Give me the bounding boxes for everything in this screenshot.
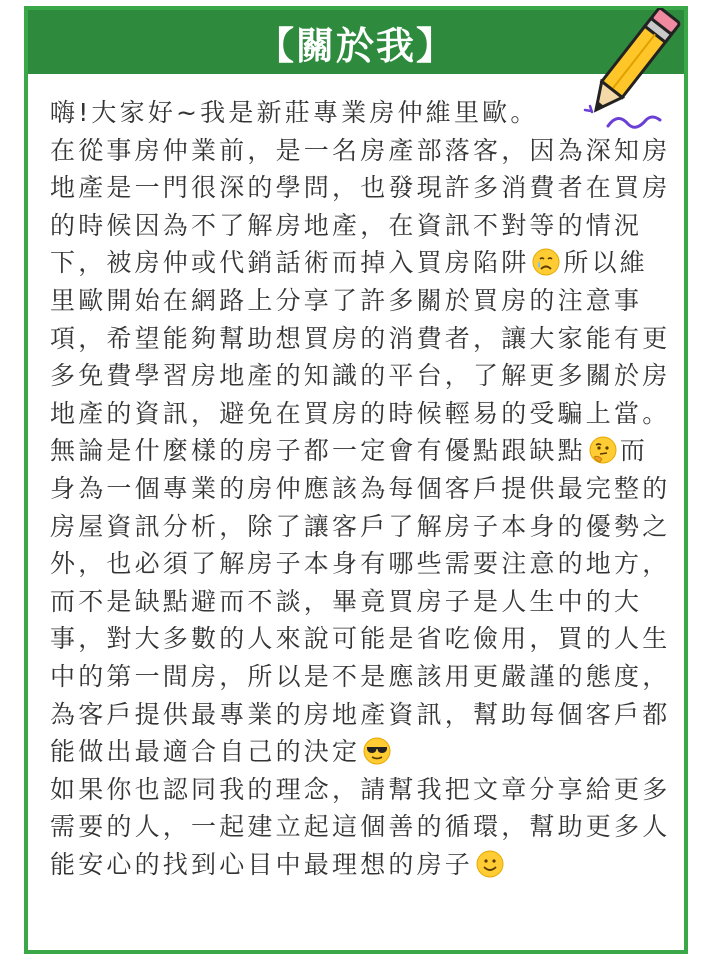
sunglasses-face-icon — [362, 736, 392, 766]
pencil-icon — [560, 8, 690, 136]
smiling-face-icon — [475, 849, 505, 879]
sad-face-icon — [531, 247, 561, 277]
call-to-action-text: 如果你也認同我的理念，請幫我把文章分享給更多需要的人，一起建立起這個善的循環，幫助更多人能安心的找到心目中最理想的房子 — [50, 774, 671, 879]
thinking-face-icon — [588, 435, 618, 465]
about-me-card — [24, 6, 688, 954]
background-text-2: 所以維里歐開始在網路上分享了許多關於買房的注意事項，希望能夠幫助想買房的消費者，讓大家能有更多免費學習房地產的知識的平台，了解更多關於房地產的資訊，避免在買房的時候輕易的受騙上當。 — [50, 248, 671, 428]
page-title: 【關於我】 — [255, 23, 456, 68]
philosophy-text-1: 無論是什麼樣的房子都一定會有優點跟缺點 — [50, 436, 586, 466]
background-paragraph — [50, 132, 672, 433]
background-text-1: 在從事房仲業前，是一名房產部落客，因為深知房地產是一門很深的學問，也發現許多消費者在買房的時候因為不了解房地產，在資訊不對等的情況下，被房仲或代銷話術而掉入買房陷阱 — [50, 135, 671, 278]
philosophy-text-2: 而身為一個專業的房仲應該為每個客戶提供最完整的房屋資訊分析，除了讓客戶了解房子本身的優勢之外，也必須了解房子本身有哪些需要注意的地方，而不是缺點避而不談，畢竟買房子是人生中的大事，對大多數的人來說可能是省吃儉用，買的人生中的第一間房，所以是不是應該用更嚴謹的態度，為客戶提供最專業的房地產資訊，幫助每個客戶都能做出最適合自己的決定 — [50, 436, 671, 767]
call-to-action-paragraph — [50, 771, 672, 884]
about-me-body — [50, 94, 672, 883]
intro-text: 嗨!大家好~我是新莊專業房仲維里歐。 — [50, 98, 539, 127]
philosophy-paragraph — [50, 432, 672, 770]
